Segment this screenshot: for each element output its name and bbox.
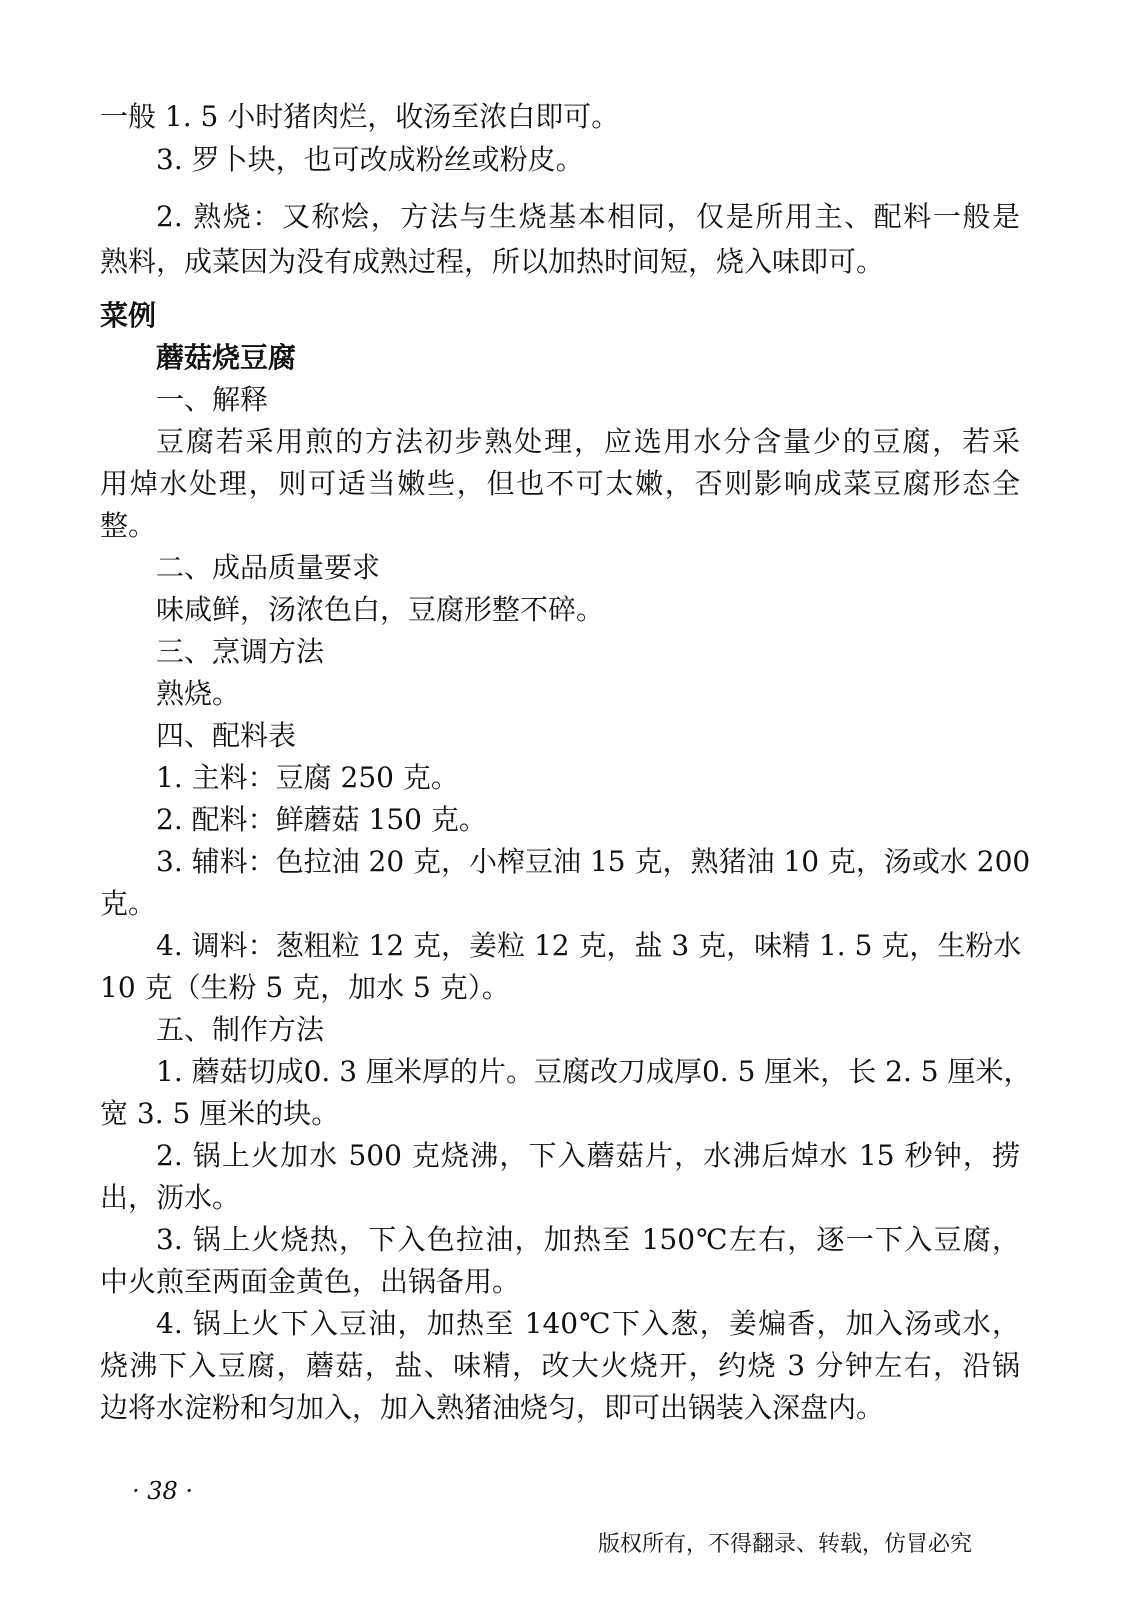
list-item: 1. 主料：豆腐 250 克。 (156, 761, 459, 794)
list-item: 4. 调料：葱粗粒 12 克，姜粒 12 克，盐 3 克，味精 1. 5 克，生粉水 (156, 929, 1022, 962)
paragraph-line: 熟烧。 (156, 677, 241, 710)
paragraph-line: 熟料，成菜因为没有成熟过程，所以加热时间短，烧入味即可。 (100, 245, 885, 278)
page-number: · 38 · (132, 1477, 194, 1505)
subsection-heading: 四、配料表 (156, 719, 297, 752)
subsection-heading: 一、解释 (156, 383, 269, 416)
list-item: 3. 罗卜块，也可改成粉丝或粉皮。 (156, 143, 584, 176)
section-heading: 菜例 (100, 299, 157, 332)
paragraph-line: 用焯水处理，则可适当嫩些，但也不可太嫩，否则影响成菜豆腐形态全 (100, 467, 1020, 500)
paragraph-line: 豆腐若采用煎的方法初步熟处理，应选用水分含量少的豆腐，若采 (156, 425, 1020, 458)
paragraph-line: 味咸鲜，汤浓色白，豆腐形整不碎。 (156, 593, 605, 626)
subsection-heading: 三、烹调方法 (156, 635, 325, 668)
list-item-continuation: 出，沥水。 (100, 1181, 241, 1214)
body-text-line: 一般 1. 5 小时猪肉烂，收汤至浓白即可。 (100, 100, 620, 133)
list-item: 3. 辅料：色拉油 20 克，小榨豆油 15 克，熟猪油 10 克，汤或水 200 (156, 845, 1031, 878)
list-item: 1. 蘑菇切成0. 3 厘米厚的片。豆腐改刀成厚0. 5 厘米，长 2. 5 厘米， (156, 1055, 1032, 1088)
list-item-continuation: 宽 3. 5 厘米的块。 (100, 1097, 340, 1130)
list-item-continuation: 边将水淀粉和匀加入，加入熟猪油烧匀，即可出锅装入深盘内。 (100, 1391, 885, 1424)
list-item-continuation: 烧沸下入豆腐，蘑菇，盐、味精，改大火烧开，约烧 3 分钟左右，沿锅 (100, 1349, 1020, 1382)
list-item: 2. 配料：鲜蘑菇 150 克。 (156, 803, 487, 836)
copyright-notice: 版权所有，不得翻录、转载，仿冒必究 (598, 1532, 973, 1557)
list-item-continuation: 10 克（生粉 5 克，加水 5 克）。 (100, 971, 510, 1004)
subsection-heading: 二、成品质量要求 (156, 551, 381, 584)
list-item: 3. 锅上火烧热，下入色拉油，加热至 150℃左右，逐一下入豆腐， (156, 1223, 1020, 1256)
list-item-continuation: 中火煎至两面金黄色，出锅备用。 (100, 1265, 521, 1298)
paragraph-line: 2. 熟烧：又称烩，方法与生烧基本相同，仅是所用主、配料一般是 (156, 200, 1020, 233)
subsection-heading: 五、制作方法 (156, 1013, 325, 1046)
list-item: 4. 锅上火下入豆油，加热至 140℃下入葱，姜煸香，加入汤或水， (156, 1307, 1020, 1340)
list-item: 2. 锅上火加水 500 克烧沸，下入蘑菇片，水沸后焯水 15 秒钟，捞 (156, 1139, 1020, 1172)
paragraph-line: 整。 (100, 509, 157, 542)
list-item-continuation: 克。 (100, 887, 157, 920)
recipe-title: 蘑菇烧豆腐 (156, 341, 297, 374)
